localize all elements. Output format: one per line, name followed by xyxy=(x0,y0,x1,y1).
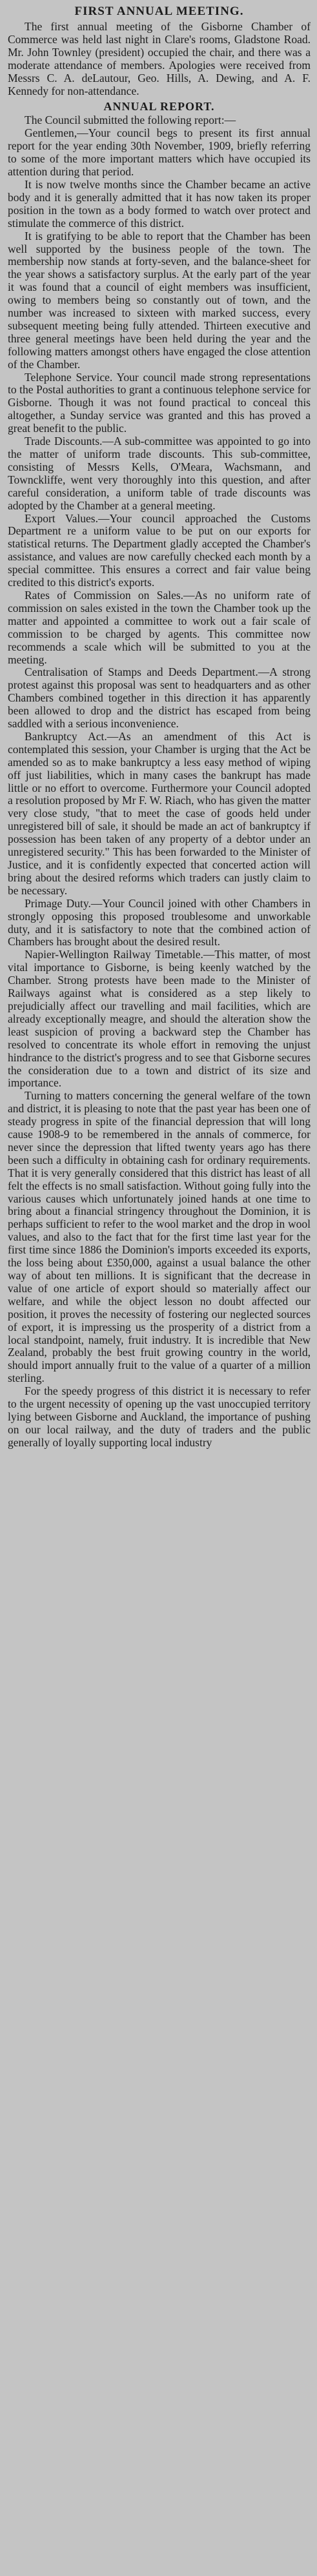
intro-paragraph: The first annual meeting of the Gisborne Chamber of Commerce was held last night in Clare's rooms, Gladstone Road. Mr. John Townley (president) occupied the chair, and there was a moderate attendance of members. Apologies were received from Messrs C. A. deLautour, Geo. Hills, A. Dewing, and A. F. Kennedy for non-attendance. xyxy=(8,20,311,97)
report-paragraph: Primage Duty.—Your Council joined with other Chambers in strongly opposing this proposed troublesome and unworkable duty, and it is satisfactory to note that the combined action of Chambers has brought about the desired result. xyxy=(8,896,311,949)
report-paragraph: Telephone Service. Your council made strong representations to the Postal authorities to grant a continuous telephone service for Gisborne. Though it was not found practical to conceal this altogether, a Sunday service was granted and this has proved a great benefit to the public. xyxy=(8,370,311,435)
report-paragraph: It is now twelve months since the Chamber became an active body and it is generally admitted that it has now taken its proper position in the town as a body formed to watch over protect and stimulate the commerce of this district. xyxy=(8,177,311,230)
report-paragraph: Napier-Wellington Railway Timetable.—This matter, of most vital importance to Gisborne, is being keenly watched by the Chamber. Strong protests have been made to the Minister of Railways against what is considered as a step likely to prejudicially affect our travelling and mail facilities, which are already exceptionally meagre, and should the alteration show the least suspicion of proving a backward step the Chamber has resolved to concentrate its whole effort in removing the unjust hindrance to the district's progress and to see that Gisborne secures the consideration due to a town and district of its size and importance. xyxy=(8,948,311,1090)
report-paragraph: Export Values.—Your council approached the Customs Department re a uniform value to be put on our exports for statistical returns. The Department gladly accepted the Chamber's assistance, and values are now carefully checked each month by a special committee. This ensures a correct and fair value being credited to this district's exports. xyxy=(8,511,311,589)
report-paragraph: Centralisation of Stamps and Deeds Department.—A strong protest against this proposal was sent to headquarters and as other Chambers combined together in this direction it has apparently been allowed to drop and the district has escaped from being saddled with a serious inconvenience. xyxy=(8,665,311,731)
report-paragraph: The Council submitted the following report:— xyxy=(25,113,236,127)
report-paragraph: Rates of Commission on Sales.—As no uniform rate of commission on sales existed in the town the Chamber took up the matter and appointed a committee to work out a fair scale of commission to be charged by agents. This committee now recommends a scale which will be submitted to you at the meeting. xyxy=(8,588,311,666)
report-paragraph: Gentlemen,—Your council begs to present its first annual report for the year ending 30th November, 1909, briefly referring to some of the more important matters which have occupied its attention during that period. xyxy=(8,126,311,179)
report-paragraph: Bankruptcy Act.—As an amendment of this Act is contemplated this session, your Chamber is urging that the Act be amended so as to make bankruptcy a less easy method of wiping off just liabilities, which in many cases the bankrupt has made little or no effort to overcome. Furthermore your Council adopted a resolution proposed by Mr F. W. Riach, who has given the matter very close study, "that to meet the case of goods held under unregistered bill of sale, it should be made an act of bankruptcy if possession has been taken of any property of a debtor under an unregistered security." This has been forwarded to the Minister of Justice, and it is confidently expected that concerted action will bring about the desired reforms which traders can justly claim to be necessary. xyxy=(8,729,311,897)
report-paragraph: Turning to matters concerning the general welfare of the town and district, it is pleasing to note that the past year has been one of steady progress in spite of the financial depression that will long cause 1908-9 to be remembered in the annals of commerce, for never since the depression that lifted twenty years ago has there been such a difficulty in obtaining cash for ordinary requirements. That it is very generally considered that this district has least of all felt the effects is no small satisfaction. Without going fully into the various causes which unfortunately joined hands at one time to bring about a financial stringency throughout the Dominion, it is perhaps sufficient to refer to the wool market and the drop in wool values, and also to the fact that for the first time last year for the first time since 1886 the Dominion's imports exceeded its exports, the loss being about £350,000, against a usual balance the other way of about ten millions. It is significant that the decrease in value of one article of export should so materially affect our welfare, and while the object lesson no doubt affected our position, it proves the necessity of fostering our neglected sources of export, it is impressing us the prosperity of a district from a local standpoint, namely, fruit industry. It is incredible that New Zealand, probably the best fruit growing country in the world, should import annually fruit to the value of a quarter of a million sterling. xyxy=(8,1089,311,1385)
article-heading: FIRST ANNUAL MEETING. xyxy=(74,5,244,18)
report-paragraph: Trade Discounts.—A sub-committee was appointed to go into the matter of uniform trade discounts. This sub-committee, consisting of Messrs Kells, O'Meara, Wachsmann, and Townckliffe, went very thoroughly into this question, and after careful consideration, a uniform table of trade discounts was adopted by the Chamber at a general meeting. xyxy=(8,435,311,512)
report-paragraph: For the speedy progress of this district it is necessary to refer to the urgent necessity of opening up the vast unoccupied territory lying between Gisborne and Auckland, the importance of pushing on our local railway, and the duty of traders and the public generally of loyally supporting local industry xyxy=(8,1384,311,1449)
report-heading: ANNUAL REPORT. xyxy=(103,100,215,113)
report-paragraph: It is gratifying to be able to report that the Chamber has been well supported by the business people of the town. The membership now stands at forty-seven, and the balance-sheet for the year shows a satisfactory surplus. At the early part of the year it was found that a council of eight members was insufficient, owing to members being so constantly out of town, and the number was increased to sixteen with marked success, every subsequent meeting being fully attended. Thirteen executive and three general meetings have been held during the year and the following matters amongst others have engaged the close attention of the Chamber. xyxy=(8,229,311,371)
